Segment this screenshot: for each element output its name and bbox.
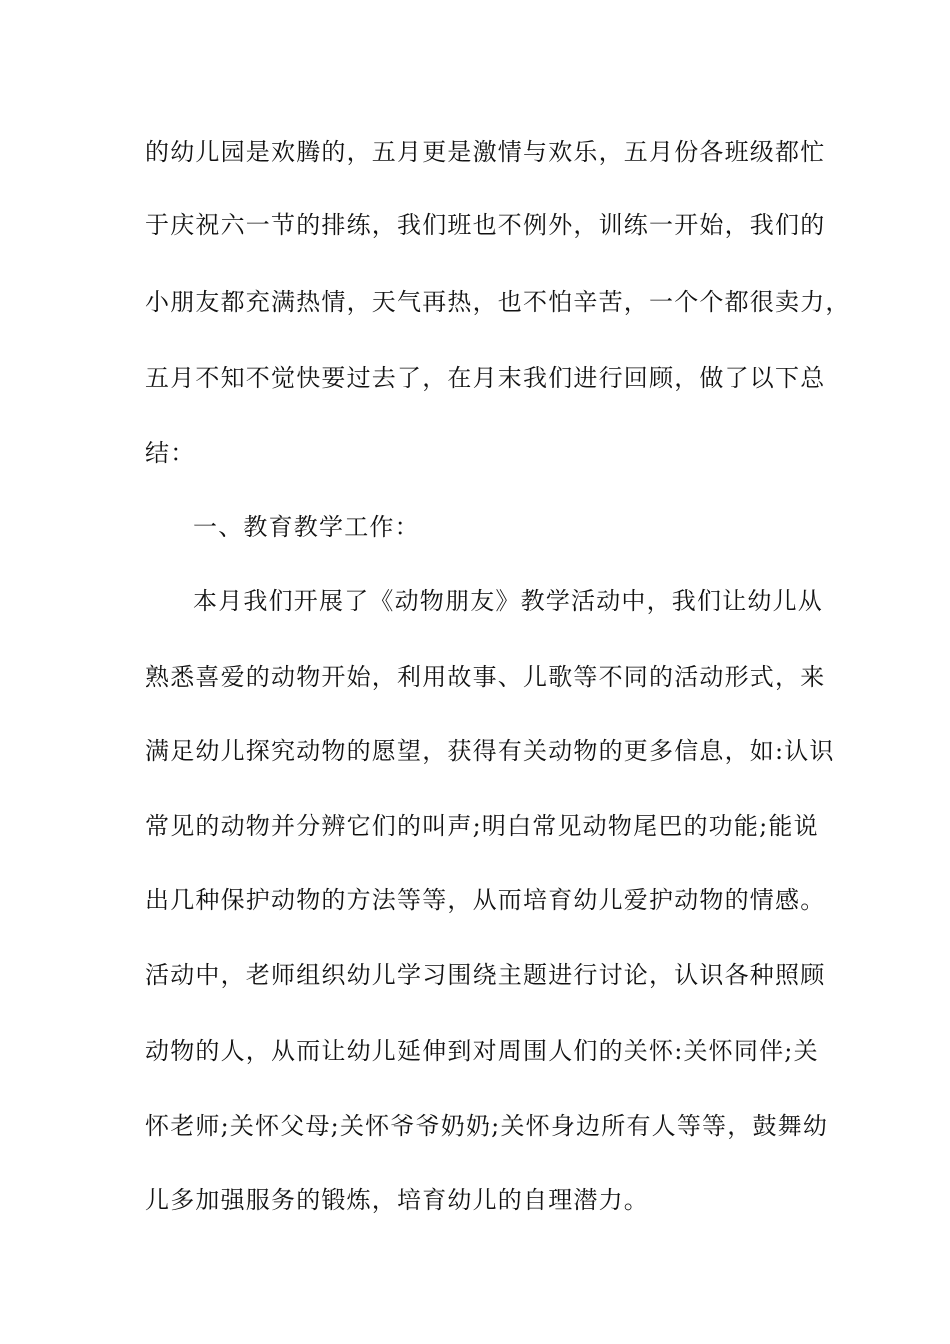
- paragraph-line: 儿多加强服务的锻炼，培育幼儿的自理潜力。: [145, 1186, 649, 1214]
- paragraph-line: 本月我们开展了《动物朋友》教学活动中，我们让幼儿从: [193, 587, 823, 615]
- paragraph-line: 活动中，老师组织幼儿学习围绕主题进行讨论，认识各种照顾: [145, 961, 826, 989]
- paragraph-line: 熟悉喜爱的动物开始，利用故事、儿歌等不同的活动形式，来: [145, 663, 826, 691]
- paragraph-line: 的幼儿园是欢腾的，五月更是激情与欢乐，五月份各班级都忙: [145, 138, 826, 166]
- section-heading: 一、教育教学工作：: [193, 513, 420, 541]
- paragraph-line: 怀老师;关怀父母;关怀爷爷奶奶;关怀身边所有人等等，鼓舞幼: [145, 1112, 829, 1140]
- paragraph-line: 五月不知不觉快要过去了，在月末我们进行回顾，做了以下总: [145, 364, 826, 392]
- paragraph-line: 出几种保护动物的方法等等，从而培育幼儿爱护动物的情感。: [145, 886, 826, 914]
- paragraph-line: 小朋友都充满热情，天气再热，也不怕辛苦，一个个都很卖力，: [145, 288, 851, 316]
- paragraph-line: 于庆祝六一节的排练，我们班也不例外，训练一开始，我们的: [145, 211, 826, 239]
- paragraph-line: 动物的人，从而让幼儿延伸到对周围人们的关怀:关怀同伴;关: [145, 1037, 819, 1065]
- paragraph-line: 常见的动物并分辨它们的叫声;明白常见动物尾巴的功能;能说: [145, 812, 819, 840]
- paragraph-line: 满足幼儿探究动物的愿望，获得有关动物的更多信息，如:认识: [145, 737, 835, 765]
- paragraph-line: 结：: [145, 439, 196, 467]
